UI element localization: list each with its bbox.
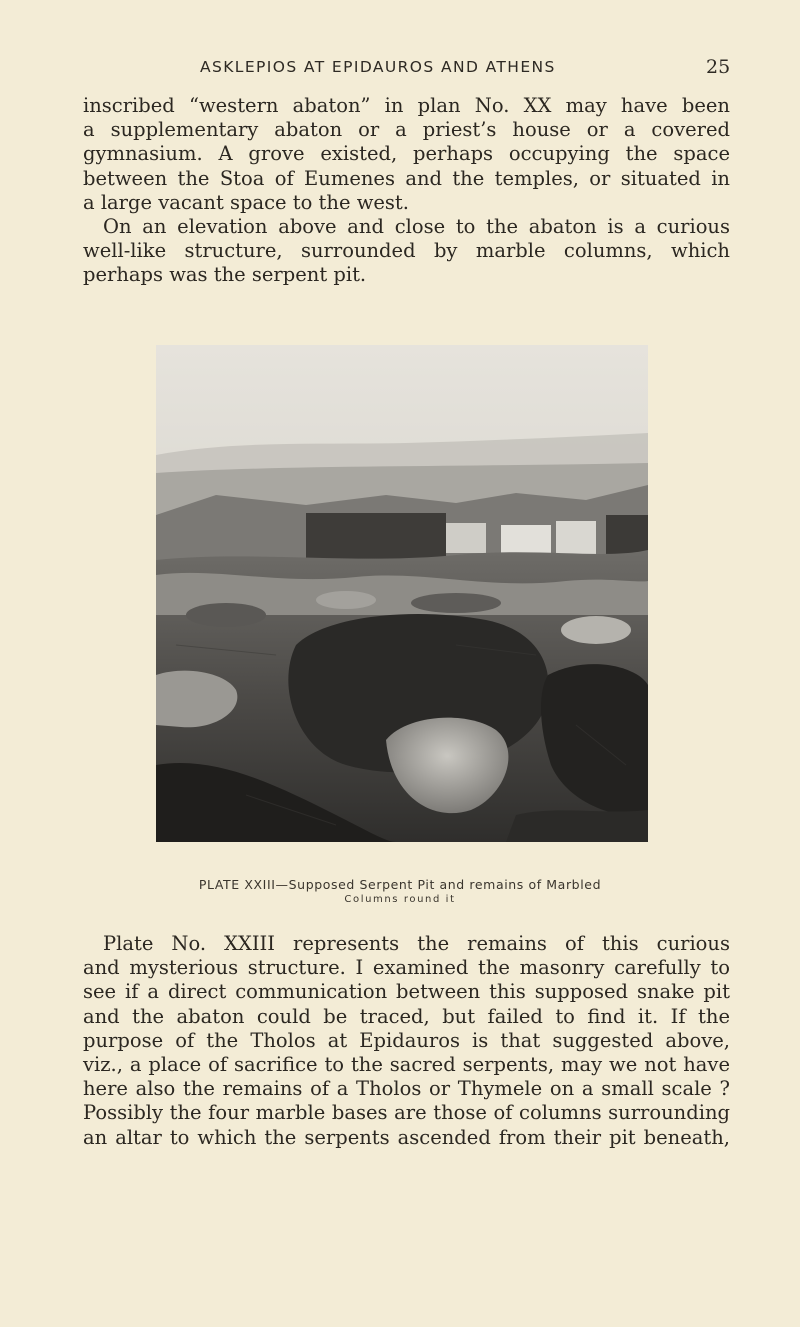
paragraph-1: [83, 94, 730, 215]
text-line: On an elevation above and close to the abaton is a curious: [103, 215, 730, 238]
text-line: purpose of the Tholos at Epidauros is that suggested above,: [83, 1028, 730, 1052]
running-head: [0, 58, 800, 82]
text-line: inscribed “western abaton” in plan No. XX may have been: [83, 94, 730, 117]
text-line: Plate No. XXIII represents the remains of this curious: [103, 932, 730, 955]
text-line: viz., a place of sacrifice to the sacred serpents, may we not have: [83, 1053, 730, 1077]
page-number: 25: [706, 56, 731, 78]
text-line: a large vacant space to the west.: [83, 190, 409, 214]
paragraph-2: [83, 215, 730, 288]
plate-photograph: [156, 345, 648, 842]
text-line: perhaps was the serpent pit.: [83, 263, 367, 287]
text-line: Possibly the four marble bases are those of columns surrounding: [83, 1101, 730, 1125]
text-line: and the abaton could be traced, but failed to find it. If the: [83, 1004, 730, 1028]
text-line: see if a direct communication between this supposed snake pit: [83, 980, 730, 1004]
text-line: between the Stoa of Eumenes and the temples, or situated in: [83, 166, 730, 190]
plate-caption-continued: Columns round it: [344, 894, 456, 905]
text-line: here also the remains of a Tholos or Thymele on a small scale ?: [83, 1077, 730, 1101]
running-title: ASKLEPIOS AT EPIDAUROS AND ATHENS: [200, 58, 556, 76]
plate-caption: PLATE XXIII—Supposed Serpent Pit and remains of Marbled: [198, 877, 602, 892]
text-line: a supplementary abaton or a priest’s house or a covered: [83, 118, 730, 142]
text-line: and mysterious structure. I examined the masonry carefully to: [83, 956, 730, 980]
text-line: gymnasium. A grove existed, perhaps occupying the space: [83, 142, 730, 166]
text-line: an altar to which the serpents ascended from their pit beneath,: [83, 1125, 730, 1149]
paragraph-3: [83, 932, 730, 1150]
text-line: well-like structure, surrounded by marble columns, which: [83, 239, 730, 263]
